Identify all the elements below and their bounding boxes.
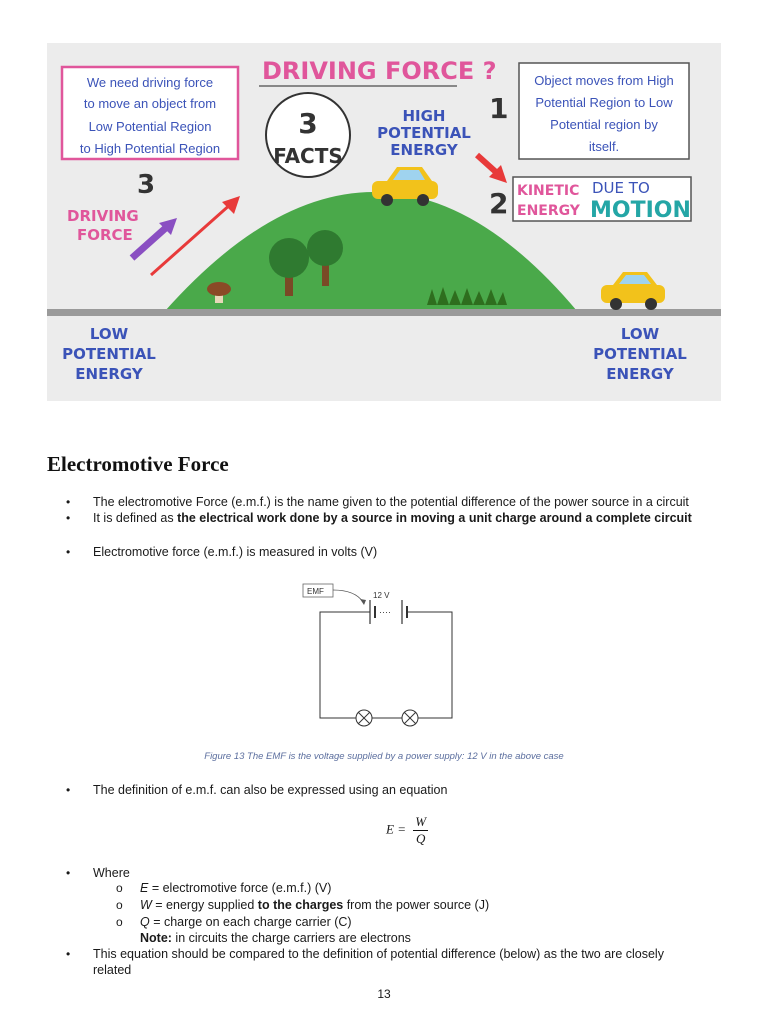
low-potential-left: ENERGY [75,365,143,383]
low-potential-left: POTENTIAL [62,345,156,363]
emf-equation [386,814,428,847]
where-item [140,897,489,913]
symbol-w: W [140,898,152,912]
sub-bullet-marker: o [116,898,123,912]
due-to-label: DUE TO [592,179,650,197]
facts-number: 3 [298,107,318,140]
bullet-dot: • [66,545,71,559]
where-text: = electromotive force (e.m.f.) (V) [148,881,332,895]
low-potential-right: ENERGY [606,365,674,383]
bullet-text [93,510,692,526]
right-sign-line: Potential region by [550,117,658,132]
bullet-dot: • [66,511,71,525]
note-label: Note: [140,931,172,945]
bullet-text: Where [93,866,130,880]
note-text: in circuits the charge carriers are electrons [171,931,411,945]
equation-fraction [413,814,428,847]
right-sign-line: Object moves from High [534,73,674,88]
bullet-dot: • [66,947,71,961]
bullet-text-part: It is defined as [93,511,178,525]
right-sign-line: itself. [588,139,620,154]
driving-force-label: FORCE [77,226,133,244]
circuit-diagram [300,578,460,738]
where-text: = charge on each charge carrier (C) [149,915,352,929]
number-three-label: 3 [137,170,156,200]
facts-text: FACTS [273,144,343,168]
left-sign-line: We need driving force [86,75,214,90]
where-item [140,880,331,896]
symbol-e: E [140,881,149,895]
note-line [140,930,411,946]
bullet-text: Electromotive force (e.m.f.) is measured in volts (V) [93,545,378,559]
section-heading: Electromotive Force [47,452,229,476]
kinetic-label: ENERGY [517,203,580,219]
equation-lhs: E = [386,821,406,837]
high-potential-label: ENERGY [390,141,458,159]
left-sign-line: to move an object from [83,96,217,111]
sub-bullet-marker: o [116,881,123,895]
bullet-text-continued: related [93,963,132,977]
page-number: 13 [377,987,391,1001]
motion-label: MOTION [590,198,691,223]
svg-text:····: ···· [379,607,391,617]
equation-numerator: W [415,814,427,829]
driving-force-label: DRIVING [67,207,139,225]
sub-bullet-marker: o [116,915,123,929]
symbol-q: Q [140,915,150,929]
bullet-dot: • [66,495,71,509]
figure-caption: Figure 13 The EMF is the voltage supplied by a power supply: 12 V in the above case [204,751,564,762]
left-sign-line: Low Potential Region [88,119,212,134]
emf-label: EMF [307,587,324,596]
bullet-dot: • [66,866,71,880]
equation-denominator: Q [415,831,426,846]
bullet-dot: • [66,783,71,797]
number-one-label: 1 [489,92,509,125]
number-two-label: 2 [489,187,509,220]
where-bold: to the charges [257,898,344,912]
high-potential-label: POTENTIAL [377,124,471,142]
bullet-text: The electromotive Force (e.m.f.) is the name given to the potential difference of the power source in a circuit [93,495,689,509]
driving-force-infographic [47,43,721,401]
infographic-title: DRIVING FORCE ? [262,57,497,85]
kinetic-label: KINETIC [517,183,580,199]
left-sign-line: to High Potential Region [79,141,221,156]
voltage-label: 12 V [373,591,390,600]
where-item [140,914,352,930]
low-potential-left: LOW [89,325,129,343]
where-text: from the power source (J) [343,898,490,912]
low-potential-right: POTENTIAL [593,345,687,363]
ground-line [47,309,721,316]
where-text: = energy supplied [151,898,258,912]
bullet-text: The definition of e.m.f. can also be expressed using an equation [93,783,448,797]
bullet-text: This equation should be compared to the definition of potential difference (below) as the two are closely [93,947,664,961]
high-potential-label: HIGH [402,107,446,125]
bullet-bold-part: the electrical work done by a source in moving a unit charge around a complete circuit [177,511,692,525]
low-potential-right: LOW [620,325,660,343]
lamp-icon [356,710,372,726]
right-sign-line: Potential Region to Low [535,95,673,110]
lamp-icon [402,710,418,726]
